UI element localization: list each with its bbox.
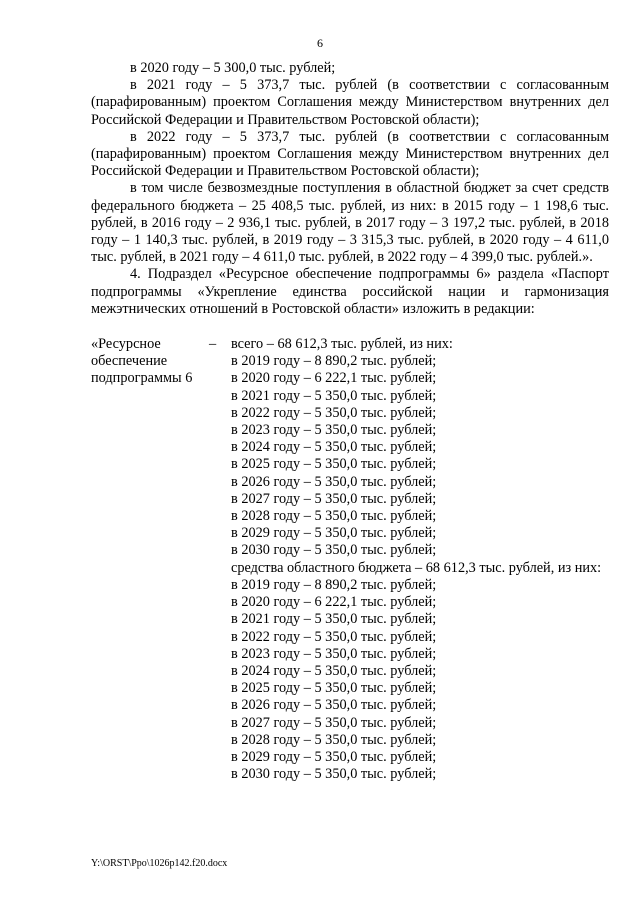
regional-year-line: в 2030 году – 5 350,0 тыс. рублей; [231, 766, 437, 783]
regional-year-line: в 2024 году – 5 350,0 тыс. рублей; [231, 662, 437, 679]
paragraph-2021: в 2021 году – 5 373,7 тыс. рублей (в соответствии с согласованным (парафированным) проектом Соглашения между Министерством внутренних дел Российской Федерации и Правительством Ростовской области); [91, 77, 609, 128]
year-line: в 2029 году – 5 350,0 тыс. рублей; [231, 525, 437, 542]
regional-year-line: в 2023 году – 5 350,0 тыс. рублей; [231, 645, 437, 662]
year-line: в 2020 году – 6 222,1 тыс. рублей; [231, 370, 437, 387]
regional-budget-intro: средства областного бюджета – 68 612,3 тыс. рублей, из них: [231, 559, 602, 576]
regional-year-line: в 2022 году – 5 350,0 тыс. рублей; [231, 628, 437, 645]
year-line: в 2030 году – 5 350,0 тыс. рублей; [231, 542, 437, 559]
year-line: в 2022 году – 5 350,0 тыс. рублей; [231, 404, 437, 421]
year-line: в 2024 году – 5 350,0 тыс. рублей; [231, 439, 437, 456]
file-path-footer: Y:\ORST\Ppo\1026p142.f20.docx [91, 858, 228, 869]
regional-year-line: в 2028 году – 5 350,0 тыс. рублей; [231, 731, 437, 748]
regional-year-line: в 2026 году – 5 350,0 тыс. рублей; [231, 697, 437, 714]
resource-values [231, 336, 609, 783]
regional-year-line: в 2020 году – 6 222,1 тыс. рублей; [231, 594, 437, 611]
paragraph-2022: в 2022 году – 5 373,7 тыс. рублей (в соответствии с согласованным (парафированным) проектом Соглашения между Министерством внутренних дел Российской Федерации и Правительством Ростовской области); [91, 128, 609, 180]
year-line: в 2021 году – 5 350,0 тыс. рублей; [231, 387, 437, 404]
regional-year-line: в 2025 году – 5 350,0 тыс. рублей; [231, 680, 437, 697]
year-line: в 2023 году – 5 350,0 тыс. рублей; [231, 422, 437, 439]
regional-year-line: в 2019 году – 8 890,2 тыс. рублей; [231, 576, 437, 593]
resource-label [91, 336, 206, 388]
document-body [91, 60, 609, 783]
paragraph-item-4: 4. Подраздел «Ресурсное обеспечение подпрограммы 6» раздела «Паспорт подпрограммы «Укрепление единства российской нации и гармонизация межэтнических отношений в Ростовской области» изложить в редакции: [91, 266, 609, 317]
resource-label-line: обеспечение [91, 353, 168, 370]
resource-provision-block [91, 336, 609, 783]
regional-year-line: в 2021 году – 5 350,0 тыс. рублей; [231, 611, 437, 628]
resource-label-line: «Ресурсное [91, 336, 161, 353]
year-line: в 2027 году – 5 350,0 тыс. рублей; [231, 490, 437, 507]
year-line: в 2026 году – 5 350,0 тыс. рублей; [231, 473, 437, 490]
total-line: всего – 68 612,3 тыс. рублей, из них: [231, 336, 453, 353]
resource-dash: – [209, 336, 217, 353]
year-line: в 2028 году – 5 350,0 тыс. рублей; [231, 508, 437, 525]
page-number: 6 [317, 36, 323, 50]
year-line: в 2025 году – 5 350,0 тыс. рублей; [231, 456, 437, 473]
paragraph-federal-funds: в том числе безвозмездные поступления в областной бюджет за счет средств федерального бюджета – 25 408,5 тыс. рублей, из них: в 2015 году – 1 198,6 тыс. рублей, в 2016 году – 2 936,1 тыс. рублей, в 2017 году – 3 197,2 тыс. рублей, в 2018 году – 1 140,3 тыс. рублей, в 2019 году – 3 315,3 тыс. рублей, в 2020 году – 4 611,0 тыс. рублей, в 2021 году – 4 611,0 тыс. рублей, в 2022 году – 4 399,0 тыс. рублей.». [91, 180, 609, 266]
regional-year-line: в 2027 году – 5 350,0 тыс. рублей; [231, 714, 437, 731]
paragraph-2020: в 2020 году – 5 300,0 тыс. рублей; [130, 60, 336, 76]
regional-year-line: в 2029 году – 5 350,0 тыс. рублей; [231, 748, 437, 765]
resource-label-line: подпрограммы 6 [91, 370, 193, 387]
year-line: в 2019 году – 8 890,2 тыс. рублей; [231, 353, 437, 370]
